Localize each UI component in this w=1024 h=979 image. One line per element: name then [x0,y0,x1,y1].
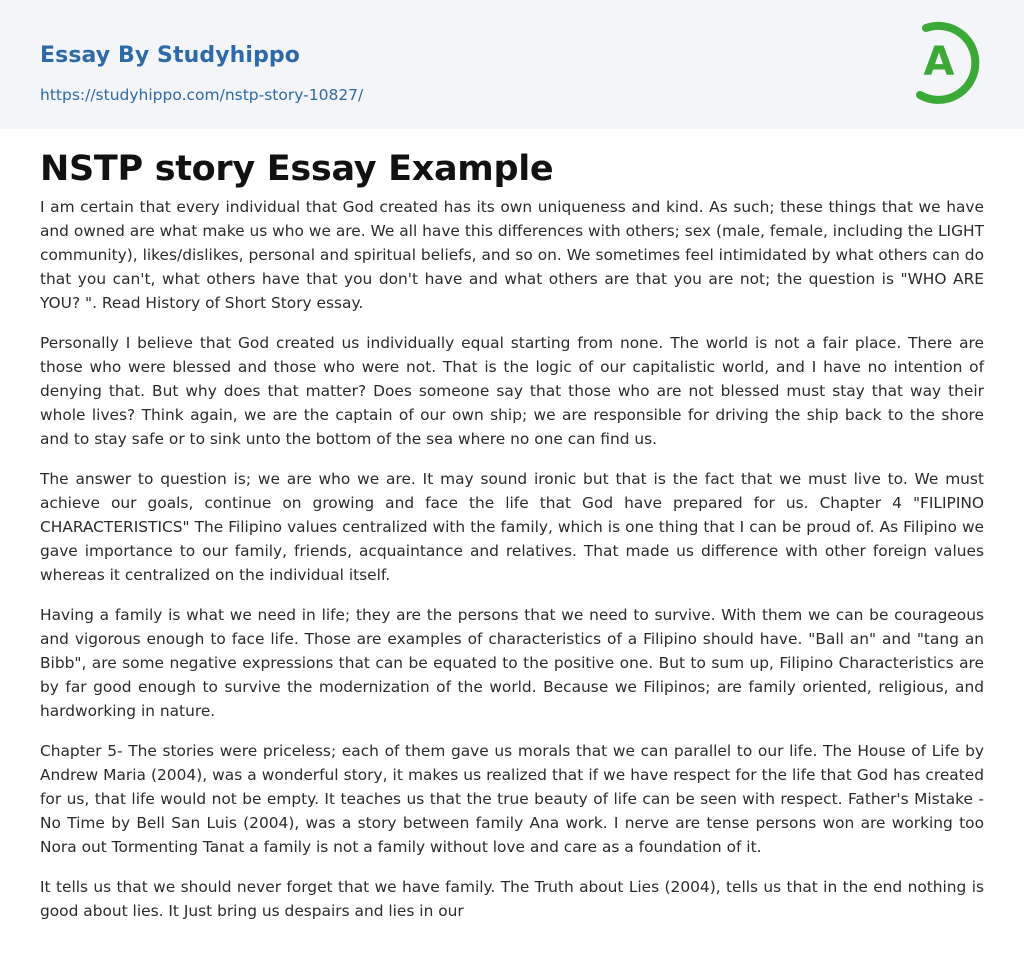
essay-paragraph: Having a family is what we need in life; they are the persons that we need to survive. With them we can be courageous and vigorous enough to face life. Those are examples of characteristics of a Filipino should have. "Ball an" and "tang an Bibb", are some negative expressions that can be equated to the positive one. But to sum up, Filipino Characteristics are by far good enough to survive the modernization of the world. Because we Filipinos; are family oriented, religious, and hardworking in nature. [40,606,984,720]
logo-a-icon [908,16,990,108]
logo-letter: A [923,39,955,85]
brand-title[interactable]: Essay By Studyhippo [40,43,300,68]
site-header [0,0,1024,129]
essay-body [40,195,984,923]
essay-paragraph: I am certain that every individual that God created has its own uniqueness and kind. As such; these things that we have and owned are what make us who we are. We all have this differences with others; sex (male, female, including the LIGHT community), likes/dislikes, personal and spiritual beliefs, and so on. We sometimes feel intimidated by what others can do that you can't, what others have that you don't have and what others are that you are not; the question is "WHO ARE YOU? ". Read History of Short Story essay. [40,198,984,312]
essay-paragraph: The answer to question is; we are who we are. It may sound ironic but that is the fact that we must live to. We must achieve our goals, continue on growing and face the life that God have prepared for us. Chapter 4 "FILIPINO CHARACTERISTICS" The Filipino values centralized with the family, which is one thing that I can be proud of. As Filipino we gave importance to our family, friends, acquaintance and relatives. That made us difference with other foreign values whereas it centralized on the individual itself. [40,470,984,584]
page-title: NSTP story Essay Example [40,149,554,189]
essay-paragraph: Chapter 5- The stories were priceless; each of them gave us morals that we can parallel to our life. The House of Life by Andrew Maria (2004), was a wonderful story, it makes us realized that if we have respect for the life that God has created for us, that life would not be empty. It teaches us that the true beauty of life can be seen with respect. Father's Mistake - No Time by Bell San Luis (2004), was a story between family Ana work. I nerve are tense persons won are working too Nora out Tormenting Tanat a family is not a family without love and care as a foundation of it. [40,742,984,856]
studyhippo-logo[interactable] [908,16,990,108]
essay-paragraph: It tells us that we should never forget that we have family. The Truth about Lies (2004), tells us that in the end nothing is good about lies. It Just bring us despairs and lies in our [40,878,984,920]
essay-content [40,129,984,939]
source-url-link[interactable]: https://studyhippo.com/nstp-story-10827/ [40,86,364,104]
essay-paragraph: Personally I believe that God created us individually equal starting from none. The world is not a fair place. There are those who were blessed and those who were not. That is the logic of our capitalistic world, and I have no intention of denying that. But why does that matter? Does someone say that those who are not blessed must stay that way their whole lives? Think again, we are the captain of our own ship; we are responsible for driving the ship back to the shore and to stay safe or to sink unto the bottom of the sea where no one can find us. [40,334,984,448]
